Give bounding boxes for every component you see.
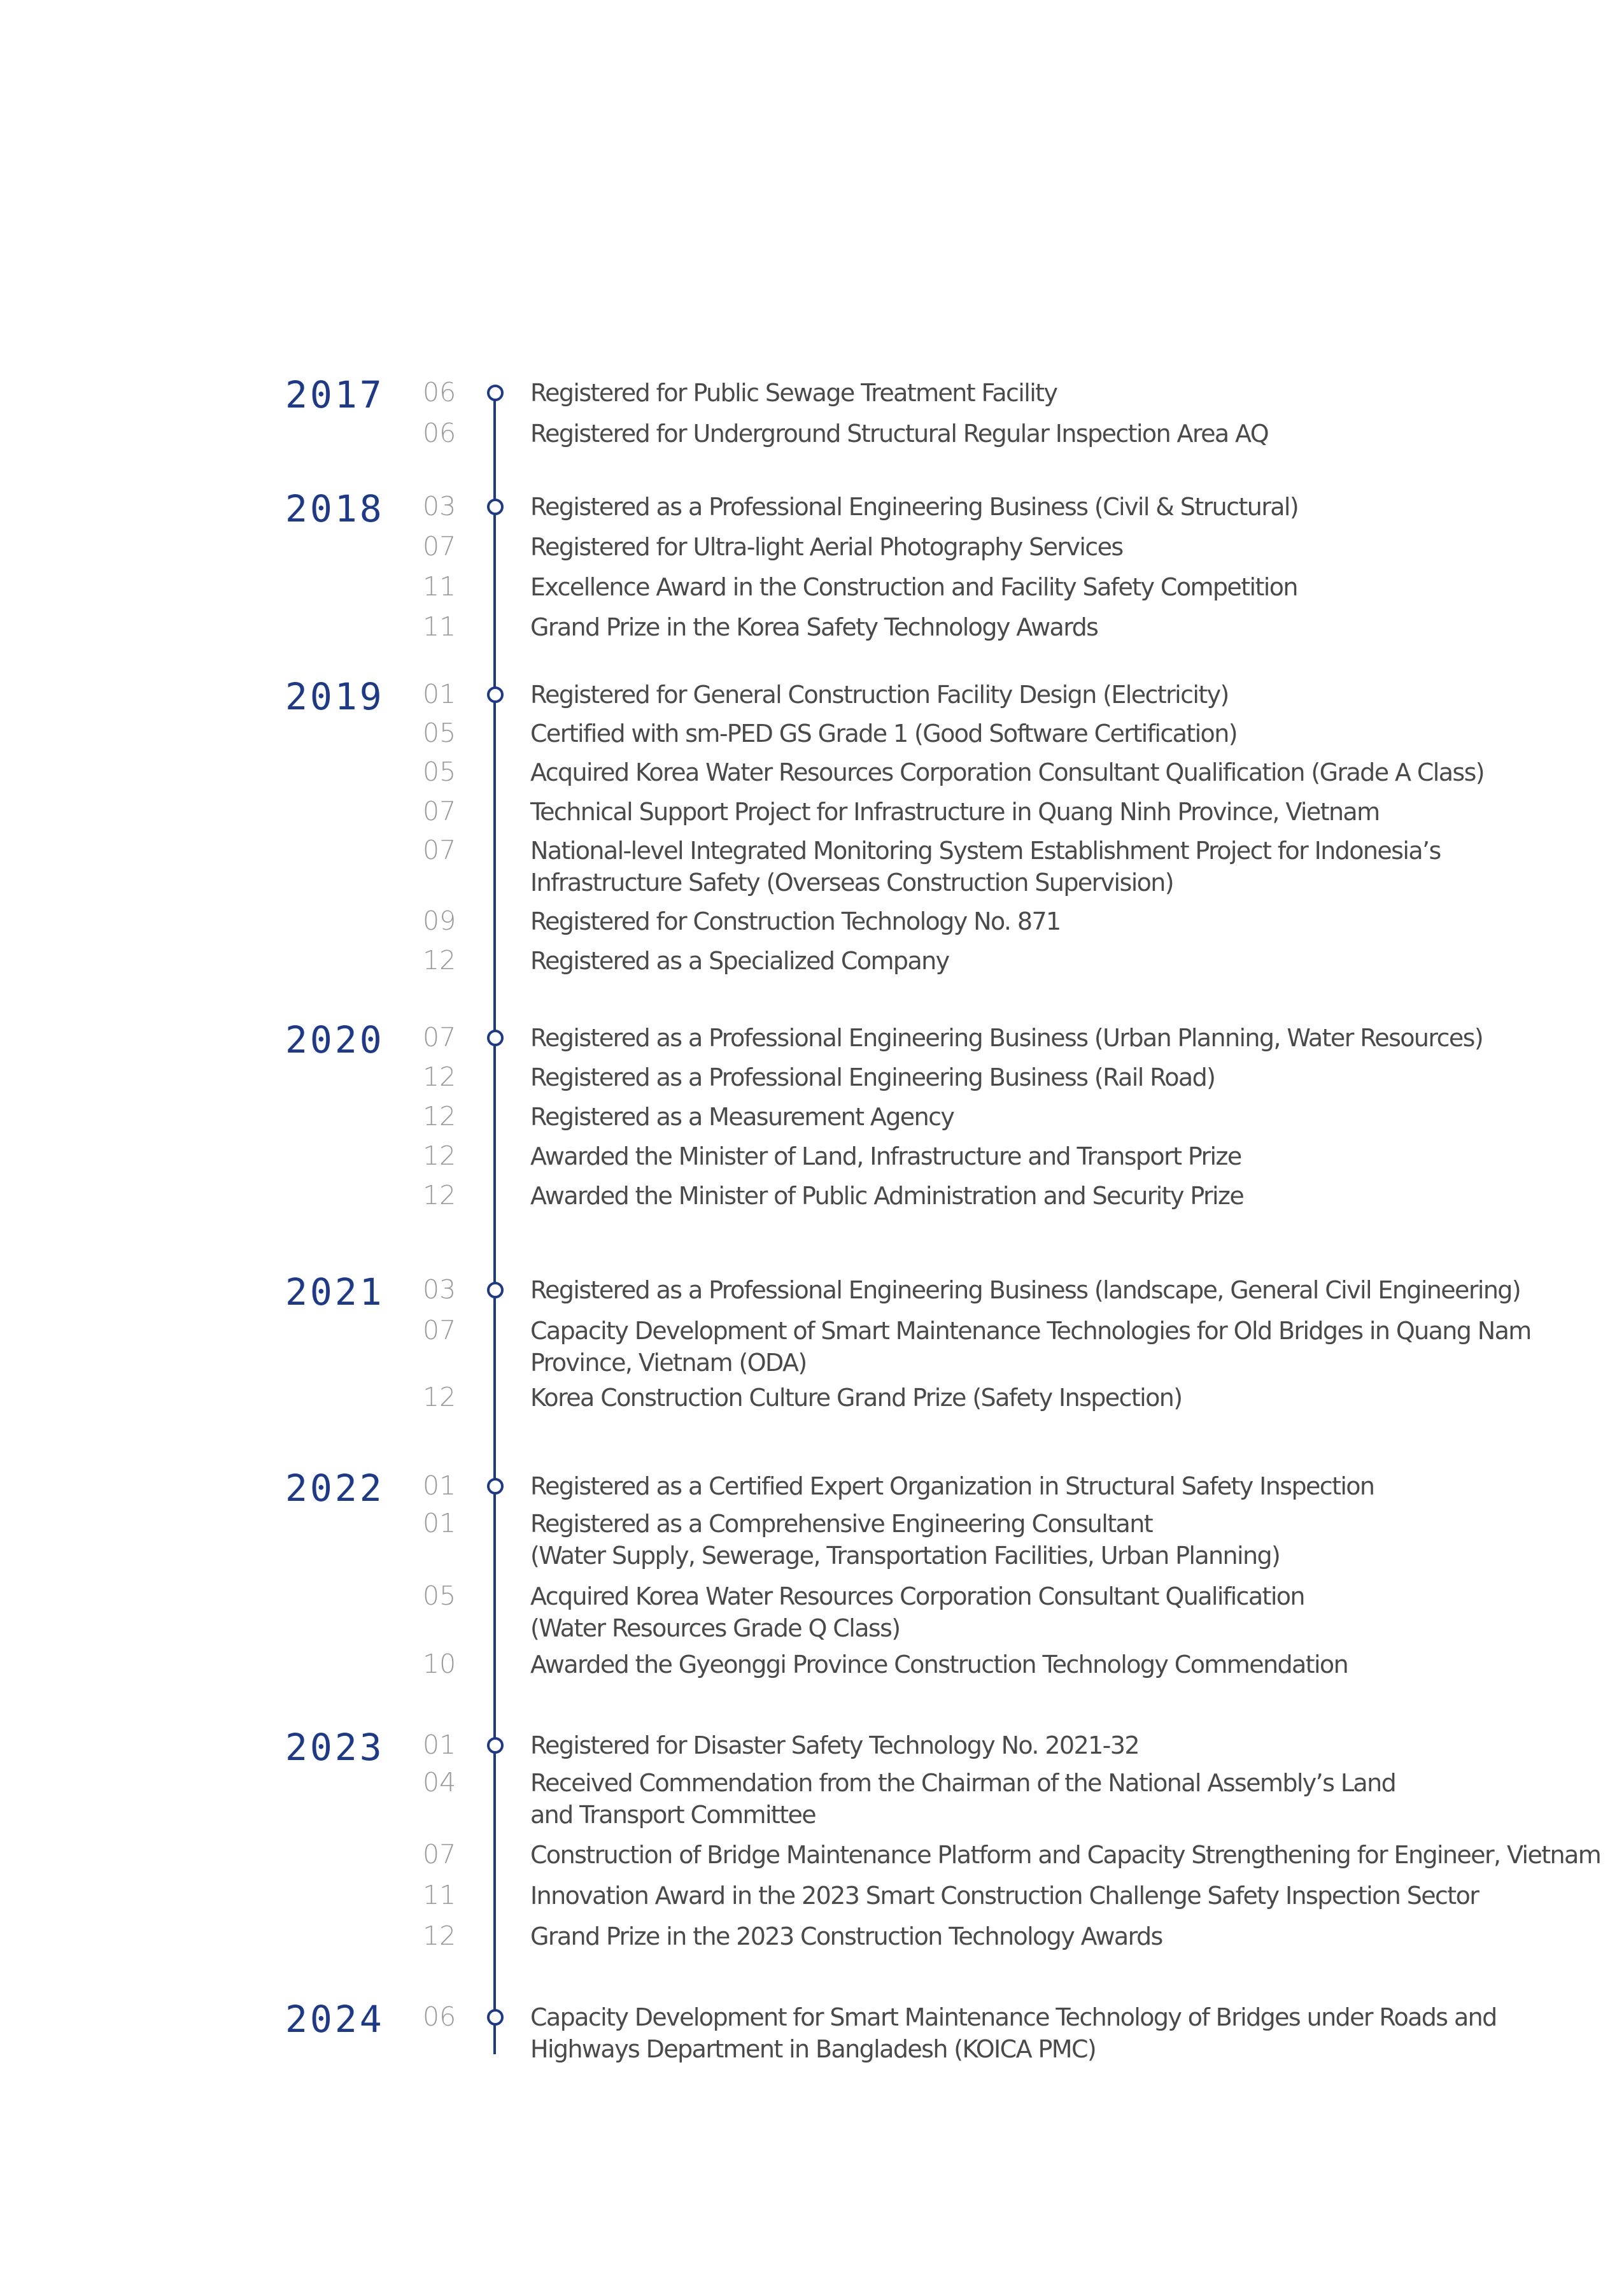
month-label: 05 <box>423 1580 456 1611</box>
timeline-entry <box>0 1726 1624 1769</box>
timeline-entry <box>0 1880 1624 1912</box>
event-description <box>530 1470 1374 1502</box>
event-text-line: Highways Department in Bangladesh (KOICA PMC) <box>530 2035 1096 2063</box>
timeline-entry <box>0 756 1624 788</box>
month-label: 10 <box>423 1649 456 1679</box>
event-text-line: (Water Supply, Sewerage, Transportation Facilities, Urban Planning) <box>530 1542 1280 1570</box>
event-description <box>530 1767 1395 1831</box>
month-label: 12 <box>423 1061 456 1092</box>
event-description <box>530 1382 1182 1414</box>
timeline-entry <box>0 611 1624 643</box>
event-description <box>530 1061 1215 1093</box>
event-description <box>530 1315 1531 1379</box>
event-description <box>530 796 1380 828</box>
year-label: 2018 <box>285 487 385 530</box>
event-text-line: Registered for Ultra-light Aerial Photography Services <box>530 533 1123 561</box>
event-text-line: Korea Construction Culture Grand Prize (Safety Inspection) <box>530 1384 1182 1412</box>
event-text-line: Registered as a Professional Engineering Business (Urban Planning, Water Resources) <box>530 1024 1483 1052</box>
month-label: 12 <box>423 1101 456 1132</box>
timeline-entry <box>0 1508 1624 1572</box>
event-text-line: Registered for General Construction Facility Design (Electricity) <box>530 681 1229 709</box>
month-label: 09 <box>423 905 456 936</box>
event-description <box>530 1920 1162 1952</box>
event-text-line: Infrastructure Safety (Overseas Construction Supervision) <box>530 869 1174 897</box>
event-description <box>530 1022 1483 1054</box>
timeline-entry <box>0 796 1624 828</box>
month-label: 05 <box>423 718 456 748</box>
event-text-line: Certified with sm-PED GS Grade 1 (Good Software Certification) <box>530 720 1237 748</box>
month-label: 07 <box>423 531 456 562</box>
event-text-line: Acquired Korea Water Resources Corporation Consultant Qualification <box>530 1582 1304 1610</box>
event-description <box>530 1508 1280 1572</box>
month-label: 01 <box>423 1729 456 1760</box>
event-description <box>530 718 1237 749</box>
month-label: 11 <box>423 611 456 642</box>
event-description <box>530 1580 1304 1644</box>
event-description <box>530 531 1123 563</box>
event-text-line: Registered as a Professional Engineering Business (landscape, General Civil Engineering) <box>530 1276 1521 1304</box>
event-description <box>530 1101 954 1133</box>
event-text-line: Registered for Disaster Safety Technology No. 2021-32 <box>530 1731 1139 1759</box>
timeline-entry <box>0 1649 1624 1680</box>
timeline-entry <box>0 1101 1624 1133</box>
event-description <box>530 418 1268 450</box>
month-label: 04 <box>423 1767 456 1798</box>
month-label: 11 <box>423 571 456 602</box>
month-label: 12 <box>423 945 456 976</box>
event-text-line: Registered as a Specialized Company <box>530 947 949 975</box>
event-description <box>530 1274 1520 1306</box>
timeline-entry <box>0 487 1624 530</box>
timeline-entry <box>0 571 1624 603</box>
month-label: 06 <box>423 418 456 448</box>
month-label: 07 <box>423 1022 456 1053</box>
event-text-line: Registered for Public Sewage Treatment Facility <box>530 379 1057 407</box>
timeline-marker-icon <box>487 499 504 515</box>
event-text-line: Registered as a Certified Expert Organization in Structural Safety Inspection <box>530 1472 1374 1500</box>
event-description <box>530 835 1441 898</box>
event-text-line: Grand Prize in the Korea Safety Technology Awards <box>530 613 1098 641</box>
timeline-entry <box>0 1580 1624 1644</box>
event-description <box>530 905 1061 937</box>
event-description <box>530 1649 1348 1680</box>
event-description <box>530 491 1298 523</box>
timeline-entry <box>0 1839 1624 1871</box>
event-text-line: and Transport Committee <box>530 1801 816 1829</box>
event-text-line: Awarded the Gyeonggi Province Construction Technology Commendation <box>530 1651 1348 1679</box>
timeline-entry <box>0 1315 1624 1379</box>
event-text-line: Capacity Development of Smart Maintenance Technologies for Old Bridges in Quang Nam <box>530 1317 1531 1345</box>
event-text-line: Grand Prize in the 2023 Construction Technology Awards <box>530 1922 1162 1950</box>
month-label: 06 <box>423 377 456 408</box>
month-label: 01 <box>423 679 456 709</box>
month-label: 01 <box>423 1508 456 1538</box>
event-description <box>530 756 1484 788</box>
timeline-entry <box>0 1018 1624 1061</box>
event-text-line: Province, Vietnam (ODA) <box>530 1349 807 1377</box>
event-text-line: Registered for Construction Technology No. 871 <box>530 907 1061 935</box>
timeline-entry <box>0 1382 1624 1414</box>
year-label: 2019 <box>285 675 385 718</box>
timeline-marker-icon <box>487 2009 504 2026</box>
event-text-line: Received Commendation from the Chairman of the National Assembly’s Land <box>530 1769 1396 1797</box>
timeline-entry <box>0 675 1624 718</box>
event-description <box>530 945 949 977</box>
event-text-line: Registered as a Comprehensive Engineering Consultant <box>530 1510 1153 1538</box>
month-label: 07 <box>423 796 456 827</box>
event-text-line: Registered for Underground Structural Regular Inspection Area AQ <box>530 420 1269 448</box>
year-label: 2024 <box>285 1998 385 2041</box>
timeline-marker-icon <box>487 1030 504 1046</box>
event-text-line: (Water Resources Grade Q Class) <box>530 1614 900 1642</box>
timeline-entry <box>0 1466 1624 1510</box>
timeline-entry <box>0 373 1624 416</box>
timeline-marker-icon <box>487 1282 504 1298</box>
event-description <box>530 2001 1497 2065</box>
event-description <box>530 1880 1478 1912</box>
event-description <box>530 1729 1139 1761</box>
timeline-entry <box>0 718 1624 749</box>
timeline-entry <box>0 1767 1624 1831</box>
timeline-marker-icon <box>487 1478 504 1494</box>
month-label: 12 <box>423 1180 456 1210</box>
timeline-entry <box>0 1061 1624 1093</box>
event-text-line: Construction of Bridge Maintenance Platform and Capacity Strengthening for Engineer, Vietnam <box>530 1841 1601 1869</box>
year-label: 2022 <box>285 1466 385 1510</box>
timeline-entry <box>0 531 1624 563</box>
event-text-line: Technical Support Project for Infrastructure in Quang Ninh Province, Vietnam <box>530 798 1380 826</box>
event-description <box>530 679 1229 711</box>
month-label: 01 <box>423 1470 456 1501</box>
event-text-line: Innovation Award in the 2023 Smart Construction Challenge Safety Inspection Sector <box>530 1882 1479 1910</box>
timeline-entry <box>0 1140 1624 1172</box>
event-description <box>530 571 1297 603</box>
timeline-marker-icon <box>487 686 504 703</box>
timeline-marker-icon <box>487 1737 504 1754</box>
timeline-entry <box>0 1180 1624 1212</box>
timeline-entry <box>0 418 1624 450</box>
month-label: 07 <box>423 1839 456 1870</box>
event-description <box>530 1140 1241 1172</box>
month-label: 03 <box>423 1274 456 1305</box>
event-text-line: Registered as a Measurement Agency <box>530 1103 954 1131</box>
timeline-entry <box>0 1920 1624 1952</box>
year-label: 2020 <box>285 1018 385 1061</box>
event-text-line: Capacity Development for Smart Maintenance Technology of Bridges under Roads and <box>530 2003 1497 2031</box>
month-label: 05 <box>423 756 456 787</box>
event-description <box>530 611 1098 643</box>
month-label: 03 <box>423 491 456 522</box>
month-label: 11 <box>423 1880 456 1910</box>
event-text-line: Excellence Award in the Construction and Facility Safety Competition <box>530 573 1297 601</box>
year-label: 2021 <box>285 1270 385 1314</box>
event-text-line: Registered as a Professional Engineering Business (Civil & Structural) <box>530 493 1299 521</box>
month-label: 12 <box>423 1140 456 1171</box>
event-description <box>530 1839 1600 1871</box>
event-text-line: Registered as a Professional Engineering Business (Rail Road) <box>530 1063 1215 1091</box>
timeline-marker-icon <box>487 385 504 401</box>
event-text-line: National-level Integrated Monitoring System Establishment Project for Indonesia’s <box>530 837 1441 865</box>
event-description <box>530 1180 1243 1212</box>
timeline-entry <box>0 1998 1624 2065</box>
month-label: 12 <box>423 1382 456 1412</box>
event-text-line: Awarded the Minister of Land, Infrastructure and Transport Prize <box>530 1142 1241 1170</box>
month-label: 07 <box>423 1315 456 1345</box>
month-label: 07 <box>423 835 456 865</box>
month-label: 06 <box>423 2001 456 2032</box>
timeline-entry <box>0 905 1624 937</box>
month-label: 12 <box>423 1920 456 1951</box>
timeline-entry <box>0 835 1624 898</box>
event-text-line: Awarded the Minister of Public Administration and Security Prize <box>530 1182 1244 1210</box>
event-description <box>530 377 1057 409</box>
year-label: 2017 <box>285 373 385 416</box>
timeline-entry <box>0 945 1624 977</box>
event-text-line: Acquired Korea Water Resources Corporation Consultant Qualification (Grade A Class) <box>530 758 1485 786</box>
timeline-entry <box>0 1270 1624 1314</box>
year-label: 2023 <box>285 1726 385 1769</box>
